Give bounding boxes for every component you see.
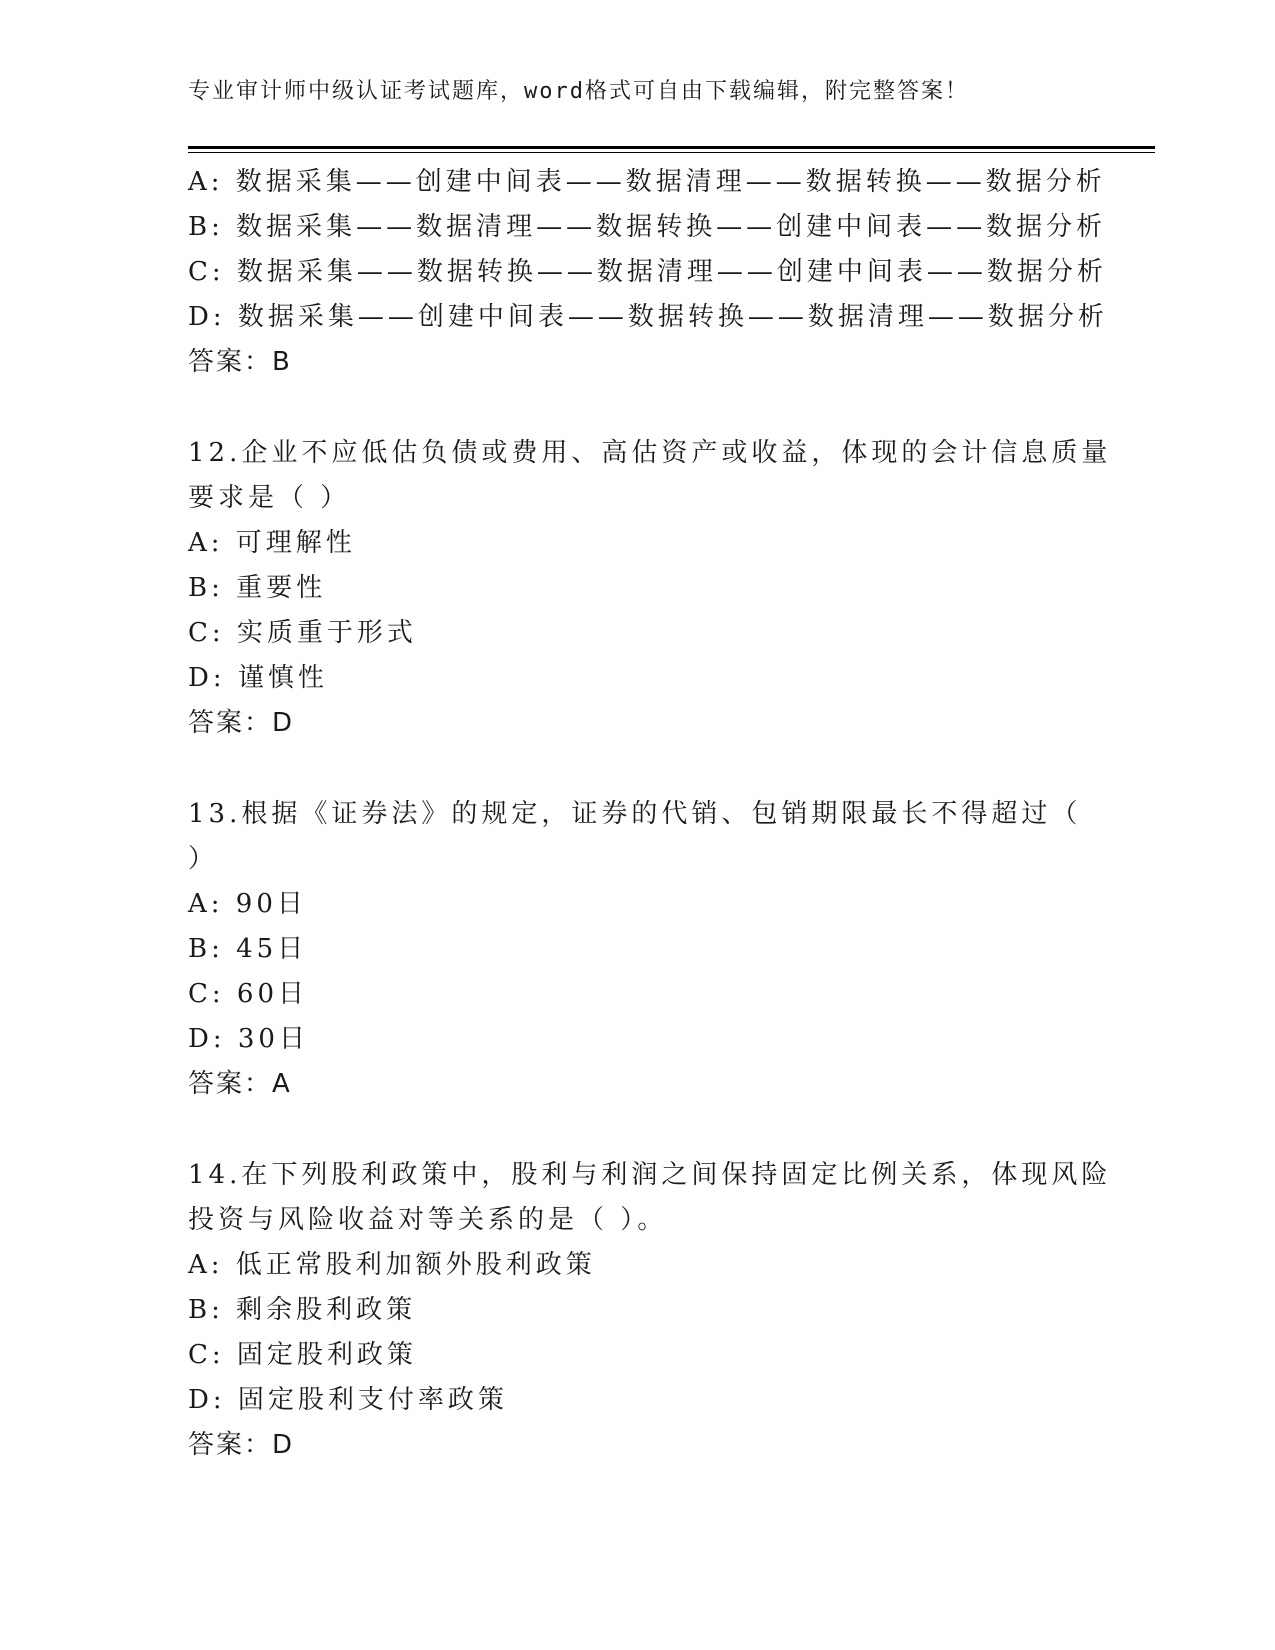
question-11: [188, 160, 1108, 385]
option-d: D: 谨慎性: [188, 663, 328, 693]
option-c: C: 60日: [188, 979, 309, 1009]
option-d: D: 固定股利支付率政策: [188, 1385, 508, 1415]
option-a: A: 90日: [188, 889, 307, 919]
page-header: 专业审计师中级认证考试题库，word格式可自由下载编辑，附完整答案！: [188, 79, 969, 104]
answer: 答案：A: [188, 1069, 292, 1099]
question-text-cont: 投资与风险收益对等关系的是（ ）。: [188, 1205, 668, 1235]
option-b: B: 数据采集——数据清理——数据转换——创建中间表——数据分析: [188, 212, 1107, 242]
answer: 答案：D: [188, 1430, 295, 1460]
header-rule-thick: [188, 146, 1155, 149]
question-text: 12.企业不应低估负债或费用、高估资产或收益，体现的会计信息质量: [188, 438, 1112, 468]
question-text-cont: 要求是（ ）: [188, 483, 351, 513]
question-text: 13.根据《证券法》的规定，证券的代销、包销期限最长不得超过（: [188, 799, 1082, 829]
document-body: [188, 160, 1112, 1468]
option-d: D: 30日: [188, 1024, 309, 1054]
option-a: A: 数据采集——创建中间表——数据清理——数据转换——数据分析: [188, 167, 1106, 197]
answer: 答案：B: [188, 347, 292, 377]
option-c: C: 固定股利政策: [188, 1340, 417, 1370]
option-a: A: 低正常股利加额外股利政策: [188, 1250, 596, 1280]
header-rule-thin: [188, 152, 1155, 153]
option-b: B: 剩余股利政策: [188, 1295, 417, 1325]
option-c: C: 数据采集——数据转换——数据清理——创建中间表——数据分析: [188, 257, 1107, 287]
answer: 答案：D: [188, 708, 295, 738]
option-a: A: 可理解性: [188, 528, 356, 558]
option-b: B: 重要性: [188, 573, 327, 603]
question-text-cont: ）: [188, 844, 219, 874]
question-14: [188, 1153, 1112, 1468]
question-text: 14.在下列股利政策中，股利与利润之间保持固定比例关系，体现风险: [188, 1160, 1112, 1190]
question-13: [188, 792, 1088, 1107]
option-c: C: 实质重于形式: [188, 618, 417, 648]
option-b: B: 45日: [188, 934, 308, 964]
option-d: D: 数据采集——创建中间表——数据转换——数据清理——数据分析: [188, 302, 1108, 332]
question-12: [188, 431, 1112, 746]
